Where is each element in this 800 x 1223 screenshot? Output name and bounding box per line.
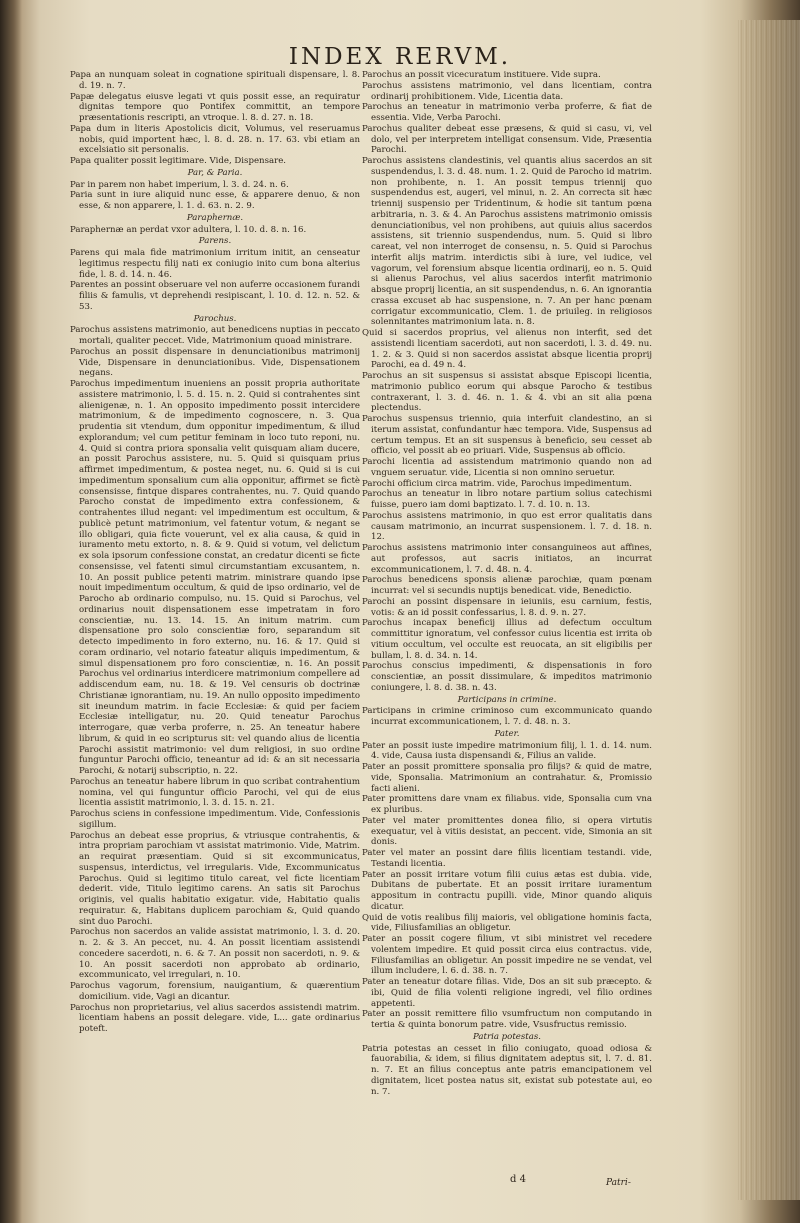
- index-entry: Parochus an debeat esse proprius, & vtriusque contrahentis, & intra propriam parochiam vt assistat matrimonio. Vide, Matrim. an requirat præsentiam. Quid si sit excommunicatus, suspensus, interdictus, vel irregularis. Vide, Excommunicatus Parochus. Quid si legitimo titulo careat, vel ficte licentiam dederit. vide, Titulo legitimo carens. An satis sit Parochus originis, vel qualis habitatio exigatur. vide, Habitatio qualis requiratur. &, Habitans duplicem parochiam &, Quid quando sint duo Parochi.: [70, 830, 360, 927]
- index-entry: Pater an possit iuste impedire matrimonium filij, l. 1. d. 14. num. 4. vide, Causa iusta dispensandi &, Filius an valide.: [362, 740, 652, 762]
- index-entry: Paraphernæ an perdat vxor adultera, l. 10. d. 8. n. 16.: [70, 224, 307, 235]
- index-entry: Papa an nunquam soleat in cognatione spirituali dispensare, l. 8. d. 19. n. 7.: [70, 70, 360, 91]
- index-entry: Pater vel mater promittentes donea filio, si opera virtutis exequatur, vel à vitiis desistat, an peccent. vide, Simonia an sit donis.: [362, 815, 652, 848]
- section-heading: Par, & Paria.: [187, 167, 243, 178]
- index-entry: Parochi officium circa matrim. vide, Parochus impedimentum.: [362, 478, 633, 489]
- index-entry: Papæ delegatus eiusve legati vt quis possit esse, an requiratur dignitas tempore quo Pontifex committit, an tempore præsentationis rescripti, an vtroque. l. 8. d. 27. n. 18.: [70, 91, 360, 123]
- index-entry: Parochus benedicens sponsis alienæ parochiæ, quam pœnam incurrat: vel si secundis nuptijs benedicat. vide, Benedictio.: [362, 575, 652, 596]
- section-heading: Paraphernæ.: [186, 212, 244, 223]
- index-entry: Pater promittens dare vnam ex filiabus. vide, Sponsalia cum vna ex pluribus.: [362, 794, 652, 815]
- index-entry: Pater an possit remittere filio vsumfructum non computando in tertia & quinta bonorum patre. vide, Vsusfructus remissio.: [362, 1009, 652, 1030]
- index-entry: Parochus assistens matrimonio inter consanguineos aut affines, aut professos, aut sacris initiatos, an incurrat excommunicationem, l. 7. d. 48. n. 4.: [362, 543, 652, 575]
- index-entry: Pater an possit irritare votum filii cuius ætas est dubia. vide, Dubitans de pubertate. Et an possit irritare iuramentum appositum in contractu pupilli. vide, Minor quando aliquis dicatur.: [362, 869, 652, 912]
- index-entry: Parochus an teneatur habere librum in quo scribat contrahentium nomina, vel qui funguntur officio Parochi, vel qui de eius licentia assistit matrimonio, l. 3. d. 15. n. 21.: [70, 776, 360, 809]
- index-entry: Quid si sacerdos proprius, vel alienus non interfit, sed det assistendi licentiam sacerdoti, aut non sacerdoti, l. 3. d. 49. nu. 1. 2. & 3. Quid si non sacerdos assistat absque licentia proprij Parochi, ea d. 49 n. 4.: [362, 328, 652, 371]
- index-entry: Pater an teneatur dotare filias. Vide, Dos an sit sub præcepto. & ibi, Quid de filia volenti religione ingredi, vel filio ordines appetenti.: [362, 977, 652, 1009]
- index-entry: Parochus vagorum, forensium, nauigantium, & quærentium domicilium. vide, Vagi an dicantur.: [70, 981, 360, 1002]
- index-entry: Quid de votis realibus filij maioris, vel obligatione hominis facta, vide, Filiusfamilias an obligetur.: [362, 912, 652, 934]
- catchword: Patri-: [606, 1178, 631, 1188]
- index-entry: Parochus assistens matrimonio, aut benedicens nuptias in peccato mortali, qualiter peccet. Vide, Matrimonium quoad ministrare.: [70, 325, 360, 346]
- index-entry: Parochi licentia ad assistendum matrimonio quando non ad vnguem seruatur. vide, Licentia si non omnino seruetur.: [362, 457, 652, 478]
- index-entry: Parochus suspensus triennio, quia interfuit clandestino, an si iterum assistat, confundantur hæc tempora. Vide, Suspensus ad certum tempus. Et an sit suspensus à beneficio, seu cesset ab officio, vel possit ab eo priuari. Vide, Suspensus ab officio.: [362, 414, 652, 457]
- left-column: [70, 70, 360, 1035]
- index-entry: Parochus an teneatur in libro notare partium solius catechismi fuisse, puero iam domi baptizato. l. 7. d. 10. n. 13.: [362, 489, 652, 510]
- index-entry: Parochus impedimentum inueniens an possit propria authoritate assistere matrimonio, l. 5. d. 15. n. 2. Quid si contrahentes sint alienigenæ, n. 1. An opposito impedimento possit intercidere matrimonium, & de impedimento cognoscere, n. 3. Qua prudentia sit vtendum, dum opponitur impedimentum, & illud explorandum; vel cum petitur feminam in loco tuto reponi, nu. 4. Quid si contra priora sponsalia velit quisquam aliam ducere, an possit Parochus assistere, nu. 5. Quid si quisquam prius affirmet impedimentum, & postea neget, nu. 6. Quid si is cui impedimentum sponsalium cum alia opponitur, affirmet se fictè consensisse, fintque dispares contrahentes, nu. 7. Quid quando Parocho constat de impedimento extra confessionem, & contrahentes illud negant: vel impedimentum est occultum, & publicè petunt matrimonium, vel fatentur votum, & negant se illo obligari, quia ficte vouerunt, vel ex alia causa, & quid in iuramento metu extorto, n. 8. & 9. Quid si votum, vel delictum ex sola ipsorum confessione constat, an credatur dicenti se ficte consensisse, vel fatenti simul circumstantiam excusantem, n. 10. An possit publice petenti matrim. ministrare quando ipse nouit impedimentum occultum, & quid de ipso ordinario, vel de Parocho ab ordinario compulso, nu. 15. Quid si Parochus, vel ordinarius nouit dispensationem esse impetratam in foro conscientiæ, nu. 13. 14. 15. An initum matrim. cum dispensatione pro solo conscientiæ foro, separandum sit detecto impedimento in foro externo, nu. 16. & 17. Quid si coram ordinario, vel notario fateatur aliquis impedimentum, & simul dispensationem pro foro conscientiæ, n. 16. An possit Parochus vel ordinarius interdicere matrimonium compellere ad addiscendum eam, nu. 18. & 19. Vel censuris ob doctrinæ Christianæ ignorantiam, nu. 19. An nullo opposito impedimento sit ineundum matrim. in facie Ecclesiæ: & quid per faciem Ecclesiæ intelligatur, nu. 20. Quid teneatur Parochus interrogare, quæ verba proferre, n. 25. An teneatur habere librum, & quid in eo scripturus sit: vel quando alius de licentia Parochi assistit matrimonio: vel dum religiosi, in suo ordine funguntur Parochi officio, teneantur ad id: & an sit necessaria Parochi, & notarij subscriptio, n. 22.: [70, 379, 360, 776]
- section-heading: Parens.: [198, 236, 232, 247]
- index-entry: Parochus non proprietarius, vel alius sacerdos assistendi matrim. licentiam habens an possit delegare. vide, L... gate ordinarius poteft.: [70, 1002, 360, 1034]
- signature-mark: d 4: [510, 1174, 526, 1185]
- page-edges: [738, 20, 800, 1200]
- index-entry: Paria sunt in iure aliquid nunc esse, & apparere denuo, & non esse, & non apparere, l. 1. d. 63. n. 2. 9.: [70, 190, 360, 211]
- page-header: INDEX RERVM.: [288, 44, 512, 70]
- index-entry: Participans in crimine criminoso cum excommunicato quando incurrat excommunicationem, l. 7. d. 48. n. 3.: [362, 706, 652, 727]
- index-entry: Parochus an possit vicecuratum instituere. Vide supra.: [362, 70, 601, 80]
- index-entry: Pater an possit promittere sponsalia pro filijs? & quid de matre, vide, Sponsalia. Matrimonium an contrahatur. &, Promissio facti alieni.: [362, 762, 652, 794]
- index-entry: Parens qui mala fide matrimonium irritum initit, an censeatur legitimus respectu filij nati ex coniugio inito cum bona alterius fide, l. 8. d. 14. n. 46.: [70, 248, 360, 280]
- index-entry: Parentes an possint obseruare vel non auferre occasionem furandi filiis & famulis, vt deprehendi resipiscant, l. 10. d. 12. n. 52. & 53.: [70, 280, 360, 312]
- section-heading: Pater.: [494, 728, 520, 739]
- index-entry: Parochi an possint dispensare in ieiuniis, esu carnium, festis, votis: & an id possit confessarius, l. 8. d. 9. n. 27.: [362, 596, 652, 618]
- index-entry: Parochus assistens clandestinis, vel quantis alius sacerdos an sit suspendendus, l. 3. d. 48. num. 1. 2. Quid de Parocho id matrim. non prohibente, n. 1. An possit tempus triennij quo suspendendus est, augeri, vel minui, n. 2. An correcta sit hæc triennij suspensio per Tridentinum, & hodie sit tantum pœna arbitraria, n. 3. & 4. An Parochus assistens matrimonio omissis denunciationibus, vel non prohibens, aut quiuis alius sacerdos assistens, sit triennio suspendendus, num. 5. Quid si libro careat, vel non interroget de consensu, n. 5. Quid si Parochus interfit alijs matrim. interdictis sibi à iure, vel iudice, vel vagorum, vel forensium absque licentia ordinarij, eo n. 5. Quid si alienus Parochus, vel alius sacerdos interfit matrimonio absque proprij licentia, an sit suspendendus, n. 6. An ignorantia crassa excuset ab hac suspensione, n. 7. An per hanc pœnam corrigatur excommunicatio, Clem. 1. de priuileg. in religiosos solennitantes matrimonium lata. n. 8.: [362, 156, 652, 328]
- index-entry: Patria potestas an cesset in filio coniugato, quoad odiosa & fauorabilia, & idem, si filius dignitatem adeptus sit, l. 7. d. 81. n. 7. Et an filius conceptus ante patris emancipationem vel dignitatem, licet postea natus sit, existat sub potestate aui, eo n. 7.: [362, 1043, 652, 1097]
- index-entry: Pater vel mater an possint dare filiis licentiam testandi. vide, Testandi licentia.: [362, 848, 652, 869]
- index-entry: Parochus incapax beneficij illius ad defectum occultum committitur ignoratum, vel confessor cuius licentia est irrita ob vitium occultum, vel occulte est reuocata, an sit eligibilis per bullam, l. 8. d. 34. n. 14.: [362, 618, 652, 661]
- index-entry: Par in parem non habet imperium, l. 3. d. 24. n. 6.: [70, 179, 289, 190]
- section-heading: Patria potestas.: [472, 1031, 542, 1042]
- index-entry: Parochus an possit dispensare in denunciationibus matrimonij Vide, Dispensare in denunciationibus. Vide, Dispensationem negans.: [70, 346, 360, 379]
- book-spine-shadow: [0, 0, 22, 1223]
- index-entry: Parochus non sacerdos an valide assistat matrimonio, l. 3. d. 20. n. 2. & 3. An peccet, nu. 4. An possit licentiam assistendi concedere sacerdoti, n. 6. & 7. An possit non sacerdoti, n. 9. & 10. An possit sacerdoti non approbato ab ordinario, excommunicato, vel irregulari, n. 10.: [70, 927, 360, 981]
- index-entry: Papa dum in literis Apostolicis dicit, Volumus, vel reseruamus nobis, quid importent hæc, l. 8. d. 28. n. 17. 63. vbi etiam an excelsiatio sit personalis.: [70, 123, 360, 156]
- index-entry: Parochus assistens matrimonio, in quo est error qualitatis dans causam matrimonio, an incurrat suspensionem. l. 7. d. 18. n. 12.: [362, 510, 652, 543]
- section-heading: Parochus.: [193, 313, 237, 324]
- index-entry: Parochus assistens matrimonio, vel dans licentiam, contra ordinarij prohibitionem. Vide, Licentia data.: [362, 80, 652, 102]
- right-column: [362, 70, 652, 1097]
- index-entry: Parochus an sit suspensus si assistat absque Episcopi licentia, matrimonio publico eorum qui absque Parocho & testibus contraxerant, l. 3. d. 46. n. 1. & 4. vbi an sit alia pœna plectendus.: [362, 371, 652, 414]
- index-entry: Pater an possit cogere filium, vt sibi ministret vel recedere volentem impedire. Et quid possit circa eius contractus. vide, Filiusfamilias an obligetur. An possit impedire ne se vendat, vel illum includere, l. 6. d. 38. n. 7.: [362, 934, 652, 977]
- section-heading: Participans in crimine.: [457, 694, 557, 705]
- index-entry: Parochus an teneatur in matrimonio verba proferre, & fiat de essentia. Vide, Verba Parochi.: [362, 102, 652, 123]
- index-entry: Parochus qualiter debeat esse præsens, & quid si casu, vi, vel dolo, vel per interpretem intelligat consensum. Vide, Præsentia Parochi.: [362, 123, 652, 156]
- index-entry: Parochus conscius impedimenti, & dispensationis in foro conscientiæ, an possit dissimulare, & impeditos matrimonio coniungere, l. 8. d. 38. n. 43.: [362, 661, 652, 693]
- index-entry: Parochus sciens in confessione impedimentum. Vide, Confessionis sigillum.: [70, 809, 360, 830]
- index-entry: Papa qualiter possit legitimare. Vide, Dispensare.: [70, 156, 287, 166]
